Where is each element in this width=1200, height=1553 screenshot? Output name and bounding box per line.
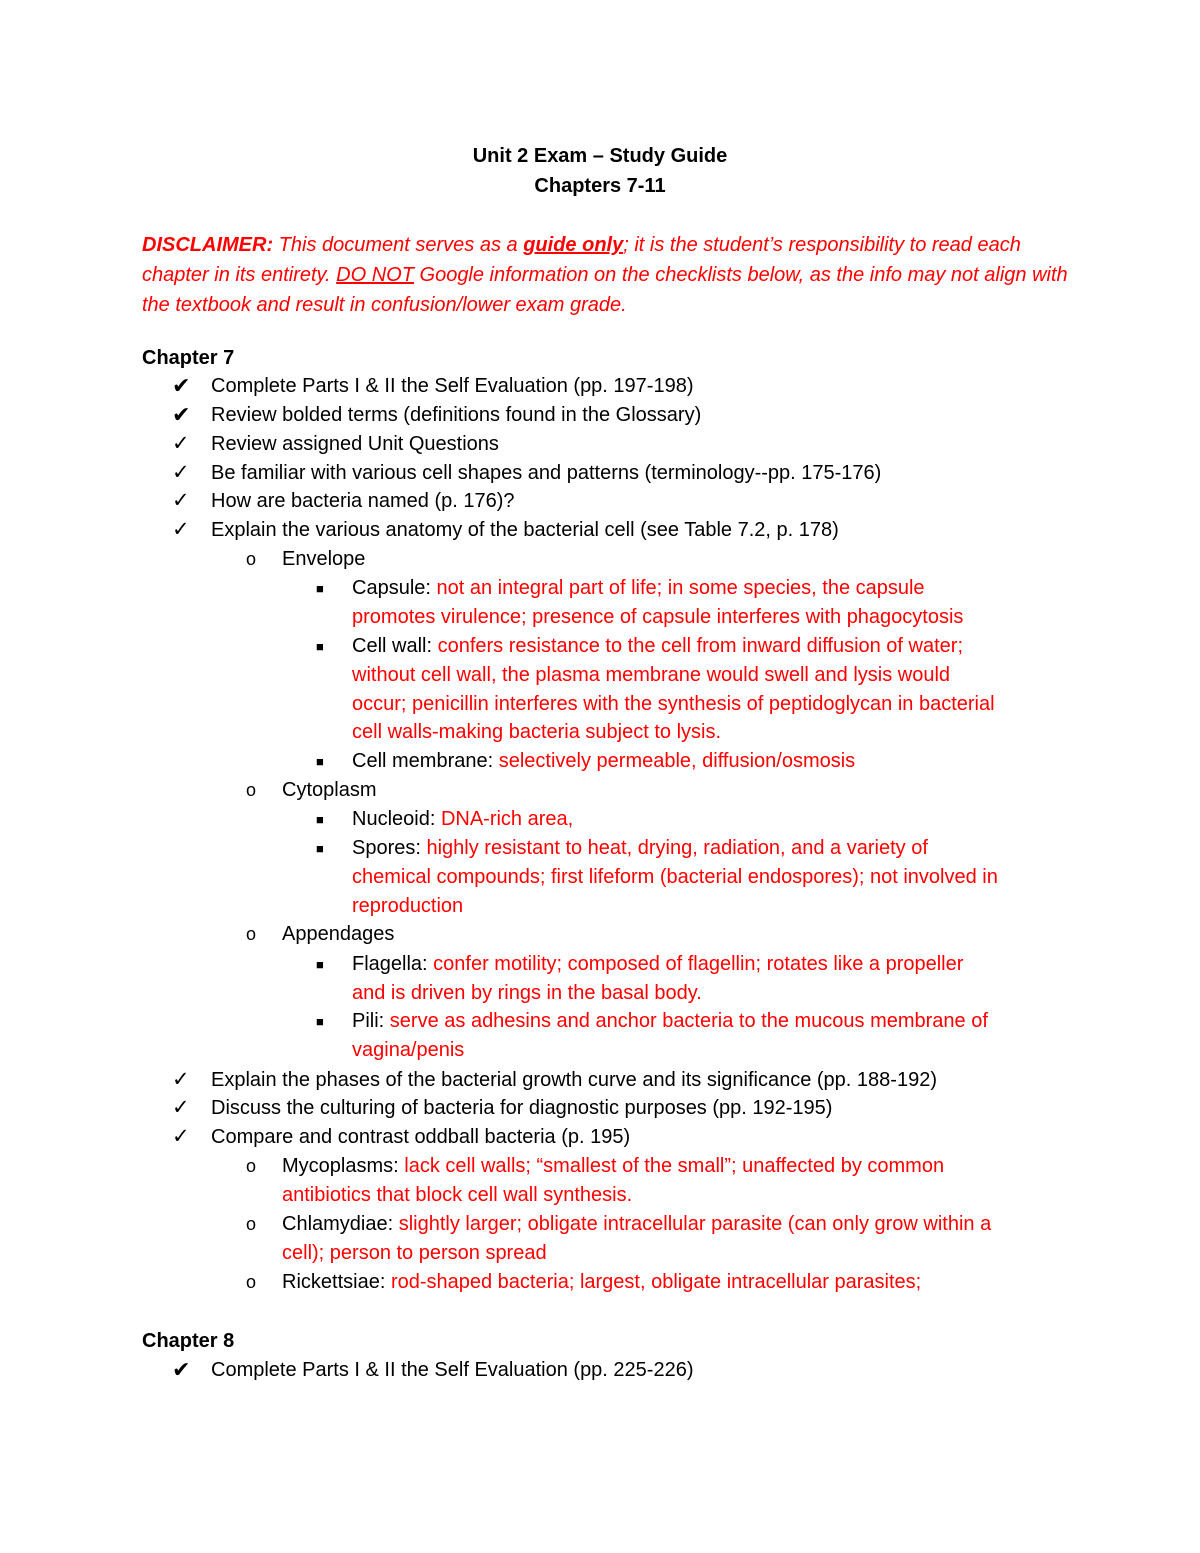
list-item: Review bolded terms (definitions found in the Glossary) xyxy=(211,404,702,426)
list-item-continued: without cell wall, the plasma membrane would swell and lysis would xyxy=(352,664,951,686)
square-bullet-icon: ■ xyxy=(316,754,324,769)
chapter-8-heading: Chapter 8 xyxy=(142,1330,235,1352)
circle-bullet-icon: o xyxy=(246,1156,257,1176)
list-item: Mycoplasms: lack cell walls; “smallest of the small”; unaffected by common xyxy=(282,1155,945,1177)
circle-bullet-icon: o xyxy=(246,780,257,800)
document-subtitle: Chapters 7-11 xyxy=(534,175,666,197)
list-item: Appendages xyxy=(282,923,395,945)
list-item: Cytoplasm xyxy=(282,779,377,801)
list-item: Pili: serve as adhesins and anchor bacteria to the mucous membrane of xyxy=(352,1010,988,1032)
checkmark-icon: ✔ xyxy=(172,373,191,398)
list-item: Explain the various anatomy of the bacterial cell (see Table 7.2, p. 178) xyxy=(211,519,839,541)
circle-bullet-icon: o xyxy=(246,549,257,569)
checkmark-icon: ✓ xyxy=(172,489,190,512)
list-item: Envelope xyxy=(282,548,366,570)
do-not-emphasis: DO NOT xyxy=(336,264,414,286)
list-item: Nucleoid: DNA-rich area, xyxy=(352,808,574,830)
circle-bullet-icon: o xyxy=(246,924,257,944)
list-item: Complete Parts I & II the Self Evaluation (pp. 225-226) xyxy=(211,1359,694,1381)
list-item: Chlamydiae: slightly larger; obligate intracellular parasite (can only grow within a xyxy=(282,1213,992,1235)
list-item: Explain the phases of the bacterial growth curve and its significance (pp. 188-192) xyxy=(211,1069,937,1091)
square-bullet-icon: ■ xyxy=(316,639,324,654)
square-bullet-icon: ■ xyxy=(316,581,324,596)
circle-bullet-icon: o xyxy=(246,1272,257,1292)
checkmark-icon: ✓ xyxy=(172,432,190,455)
list-item-continued: antibiotics that block cell wall synthesis. xyxy=(282,1184,633,1206)
checkmark-icon: ✓ xyxy=(172,461,190,484)
list-item: Be familiar with various cell shapes and patterns (terminology--pp. 175-176) xyxy=(211,462,882,484)
square-bullet-icon: ■ xyxy=(316,841,324,856)
list-item: Flagella: confer motility; composed of flagellin; rotates like a propeller xyxy=(352,953,964,975)
checkmark-icon: ✓ xyxy=(172,518,190,541)
list-item: Complete Parts I & II the Self Evaluation (pp. 197-198) xyxy=(211,375,694,397)
square-bullet-icon: ■ xyxy=(316,1014,324,1029)
list-item: Rickettsiae: rod-shaped bacteria; largest, obligate intracellular parasites; xyxy=(282,1271,922,1293)
chapter-7-heading: Chapter 7 xyxy=(142,347,235,369)
list-item: Discuss the culturing of bacteria for diagnostic purposes (pp. 192-195) xyxy=(211,1097,833,1119)
list-item: How are bacteria named (p. 176)? xyxy=(211,490,515,512)
list-item-continued: chemical compounds; first lifeform (bacterial endospores); not involved in xyxy=(352,866,998,888)
circle-bullet-icon: o xyxy=(246,1214,257,1234)
list-item: Compare and contrast oddball bacteria (p. 195) xyxy=(211,1126,631,1148)
list-item: Review assigned Unit Questions xyxy=(211,433,499,455)
checkmark-icon: ✓ xyxy=(172,1096,190,1119)
list-item-continued: cell walls-making bacteria subject to lysis. xyxy=(352,721,722,743)
list-item-continued: vagina/penis xyxy=(352,1039,465,1061)
checkmark-icon: ✔ xyxy=(172,402,191,427)
disclaimer-label: DISCLAIMER: xyxy=(142,234,274,256)
list-item-continued: and is driven by rings in the basal body. xyxy=(352,982,702,1004)
guide-only-emphasis: guide only xyxy=(523,234,624,256)
list-item: Capsule: not an integral part of life; in some species, the capsule xyxy=(352,577,925,599)
list-item-continued: occur; penicillin interferes with the synthesis of peptidoglycan in bacterial xyxy=(352,693,995,715)
document-title: Unit 2 Exam – Study Guide xyxy=(472,145,728,167)
checkmark-icon: ✓ xyxy=(172,1068,190,1091)
checkmark-icon: ✔ xyxy=(172,1357,191,1382)
list-item: Spores: highly resistant to heat, drying, radiation, and a variety of xyxy=(352,837,928,859)
list-item-continued: cell); person to person spread xyxy=(282,1242,547,1264)
square-bullet-icon: ■ xyxy=(316,957,324,972)
checkmark-icon: ✓ xyxy=(172,1125,190,1148)
list-item-continued: reproduction xyxy=(352,895,464,917)
list-item: Cell wall: confers resistance to the cell from inward diffusion of water; xyxy=(352,635,964,657)
list-item-continued: promotes virulence; presence of capsule interferes with phagocytosis xyxy=(352,606,964,628)
square-bullet-icon: ■ xyxy=(316,812,324,827)
disclaimer: DISCLAIMER: This document serves as a guide only; it is the student’s responsibility to read each chapter in its entirety. DO NOT Google information on the checklists below, as the info may not align with the textbook and result in confusion/lower exam grade. xyxy=(142,234,1068,316)
list-item: Cell membrane: selectively permeable, diffusion/osmosis xyxy=(352,750,856,772)
